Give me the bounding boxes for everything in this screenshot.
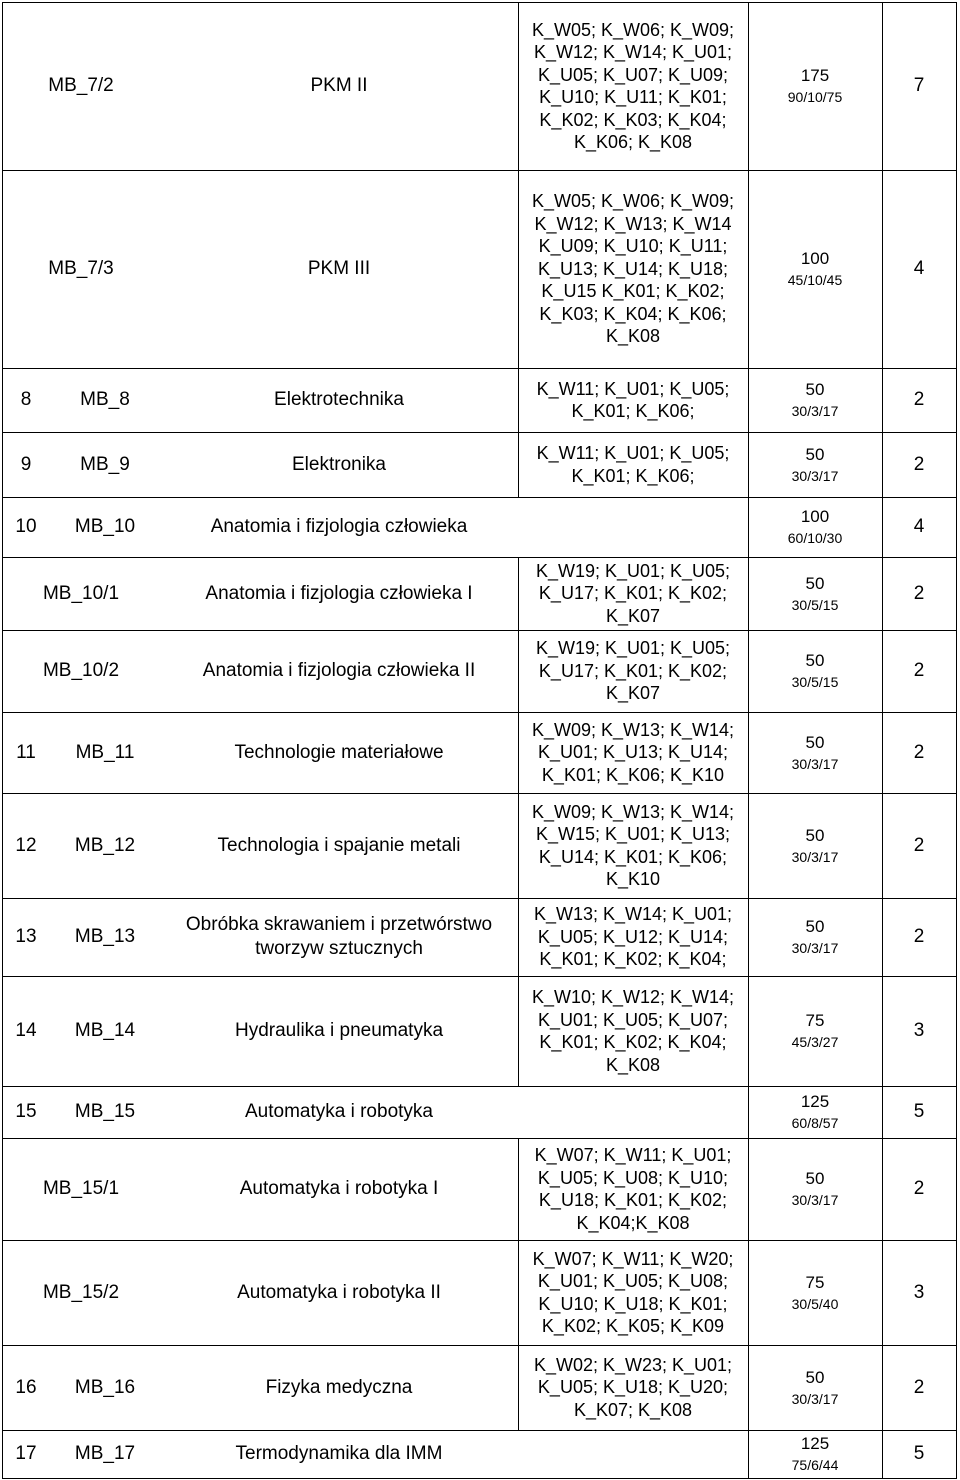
- cell-border: [956, 630, 957, 712]
- cell-border: [518, 432, 519, 497]
- cell-border: [748, 1086, 749, 1138]
- learning-effects: K_W10; K_W12; K_W14; K_U01; K_U05; K_U07; K_K01; K_K02; K_K04; K_K08: [531, 987, 735, 1075]
- hours-breakdown: 30/5/15: [791, 596, 839, 613]
- ects-points: 2: [913, 582, 925, 604]
- course-code: MB_7/3: [48, 258, 114, 279]
- course-name: Fizyka medyczna: [265, 1376, 413, 1398]
- ects-points: 7: [913, 75, 925, 96]
- cell-border: [882, 898, 883, 976]
- cell-border: [882, 793, 883, 898]
- cell-border: [956, 557, 957, 630]
- row-number: 15: [15, 1101, 37, 1122]
- hours-cell: [748, 497, 882, 557]
- cell-border: [518, 1240, 519, 1345]
- learning-effects: K_W19; K_U01; K_U05; K_U17; K_K01; K_K02; K_K07: [535, 560, 731, 626]
- cell-border: [748, 557, 749, 630]
- cell-border: [518, 1345, 519, 1430]
- cell-border: [2, 1240, 3, 1345]
- row-border: [2, 712, 957, 713]
- course-code: MB_17: [74, 1443, 136, 1464]
- cell-border: [518, 630, 519, 712]
- learning-effects: K_W09; K_W13; K_W14; K_U01; K_U13; K_U14; K_K01; K_K06; K_K10: [531, 719, 735, 785]
- hours-cell: [748, 368, 882, 432]
- hours-breakdown: 30/3/17: [791, 1390, 839, 1407]
- course-name: Elektronika: [292, 453, 386, 475]
- learning-effects: K_W02; K_W23; K_U01; K_U05; K_U18; K_U20; K_K07; K_K08: [533, 1354, 733, 1420]
- hours-breakdown: 30/3/17: [791, 848, 839, 865]
- course-code: MB_9: [80, 453, 130, 475]
- hours-breakdown: 45/10/45: [787, 272, 843, 288]
- row-border: [2, 898, 957, 899]
- hours-total: 125: [800, 1092, 830, 1111]
- cell-border: [748, 712, 749, 793]
- course-code: MB_7/2: [48, 75, 114, 96]
- ects-points: 4: [913, 516, 925, 537]
- hours-breakdown: 30/5/40: [791, 1295, 839, 1312]
- hours-breakdown: 90/10/75: [787, 89, 843, 105]
- hours-total: 50: [805, 651, 825, 670]
- hours-total: 125: [800, 1434, 830, 1453]
- cell-border: [2, 898, 3, 976]
- hours-total: 75: [805, 1011, 825, 1030]
- hours-cell: [748, 1430, 882, 1478]
- cell-border: [956, 1240, 957, 1345]
- row-number: 13: [15, 926, 37, 947]
- cell-border: [956, 170, 957, 368]
- cell-border: [518, 898, 519, 976]
- course-name: PKM II: [310, 75, 368, 96]
- cell-border: [956, 432, 957, 497]
- cell-border: [882, 1240, 883, 1345]
- hours-total: 100: [800, 507, 830, 526]
- row-border: [2, 497, 957, 498]
- hours-breakdown: 30/3/17: [791, 755, 839, 772]
- cell-border: [882, 497, 883, 557]
- row-border: [2, 1240, 957, 1241]
- course-code: MB_8: [80, 389, 130, 410]
- hours-total: 50: [805, 573, 825, 593]
- hours-cell: [748, 793, 882, 898]
- cell-border: [518, 793, 519, 898]
- row-border: [2, 1430, 957, 1431]
- ects-points: 2: [913, 660, 925, 681]
- learning-effects: K_W09; K_W13; K_W14; K_W15; K_U01; K_U13; K_U14; K_K01; K_K06; K_K10: [531, 801, 735, 889]
- row-number: 14: [15, 1020, 37, 1041]
- row-number: 10: [15, 516, 37, 537]
- row-border: [2, 630, 957, 631]
- row-number: 12: [15, 834, 37, 856]
- ects-points: 2: [913, 741, 925, 763]
- hours-total: 75: [805, 1272, 825, 1292]
- hours-total: 175: [800, 66, 830, 85]
- row-border: [2, 557, 957, 558]
- cell-border: [2, 2, 3, 170]
- cell-border: [2, 368, 3, 432]
- hours-cell: [748, 1086, 882, 1138]
- hours-cell: [748, 630, 882, 712]
- hours-cell: [748, 1138, 882, 1240]
- cell-border: [882, 1138, 883, 1240]
- course-name: Obróbka skrawaniem i przetwórstwo tworzyw sztucznych: [185, 914, 493, 959]
- cell-border: [882, 170, 883, 368]
- cell-border: [882, 1086, 883, 1138]
- row-number: 17: [15, 1443, 37, 1464]
- cell-border: [956, 1345, 957, 1430]
- row-number: 8: [20, 389, 32, 410]
- course-name: Automatyka i robotyka: [245, 1101, 433, 1122]
- cell-border: [2, 976, 3, 1086]
- cell-border: [748, 2, 749, 170]
- cell-border: [748, 976, 749, 1086]
- course-code: MB_15: [74, 1101, 136, 1122]
- row-border: [2, 1138, 957, 1139]
- cell-border: [956, 793, 957, 898]
- ects-points: 2: [913, 1376, 925, 1398]
- row-border: [2, 2, 957, 3]
- course-name: Automatyka i robotyka II: [237, 1281, 441, 1303]
- cell-border: [518, 170, 519, 368]
- hours-cell: [748, 712, 882, 793]
- hours-breakdown: 30/3/17: [791, 467, 839, 484]
- course-name: Technologie materiałowe: [234, 741, 444, 763]
- course-name: Hydraulika i pneumatyka: [234, 1020, 444, 1041]
- hours-total: 50: [805, 444, 825, 464]
- hours-total: 100: [800, 249, 830, 268]
- ects-points: 5: [913, 1101, 925, 1122]
- ects-points: 2: [913, 453, 925, 475]
- row-border: [2, 368, 957, 369]
- cell-border: [748, 497, 749, 557]
- course-name: Technologia i spajanie metali: [217, 834, 461, 856]
- row-border: [2, 1345, 957, 1346]
- cell-border: [956, 2, 957, 170]
- cell-border: [748, 1240, 749, 1345]
- cell-border: [748, 793, 749, 898]
- row-border: [2, 432, 957, 433]
- cell-border: [2, 1345, 3, 1430]
- course-code: MB_10/1: [42, 582, 120, 604]
- cell-border: [748, 170, 749, 368]
- ects-points: 2: [913, 389, 925, 410]
- cell-border: [2, 497, 3, 557]
- hours-total: 50: [805, 825, 825, 845]
- cell-border: [748, 1430, 749, 1478]
- cell-border: [956, 1138, 957, 1240]
- ects-points: 2: [913, 834, 925, 856]
- hours-breakdown: 75/6/44: [791, 1457, 839, 1473]
- cell-border: [2, 170, 3, 368]
- course-code: MB_11: [75, 741, 135, 763]
- hours-cell: [748, 1345, 882, 1430]
- row-number: 16: [15, 1376, 37, 1398]
- hours-breakdown: 60/8/57: [791, 1115, 839, 1131]
- cell-border: [882, 630, 883, 712]
- row-border: [2, 1086, 957, 1087]
- hours-total: 50: [805, 1367, 825, 1387]
- cell-border: [2, 630, 3, 712]
- row-border: [2, 170, 957, 171]
- hours-breakdown: 30/3/17: [791, 940, 839, 956]
- cell-border: [956, 368, 957, 432]
- course-name: Termodynamika dla IMM: [235, 1443, 443, 1464]
- cell-border: [2, 432, 3, 497]
- hours-breakdown: 30/3/17: [791, 403, 839, 419]
- ects-points: 5: [913, 1443, 925, 1464]
- hours-total: 50: [805, 732, 825, 752]
- cell-border: [2, 793, 3, 898]
- cell-border: [748, 630, 749, 712]
- cell-border: [2, 712, 3, 793]
- course-name: PKM III: [307, 258, 371, 279]
- cell-border: [518, 1138, 519, 1240]
- cell-border: [882, 368, 883, 432]
- course-name: Anatomia i fizjologia człowieka I: [205, 582, 473, 604]
- learning-effects: K_W19; K_U01; K_U05; K_U17; K_K01; K_K02; K_K07: [535, 638, 731, 704]
- hours-total: 50: [805, 917, 825, 936]
- row-border: [2, 793, 957, 794]
- row-number: 11: [16, 741, 36, 763]
- hours-total: 50: [805, 380, 825, 399]
- learning-effects: K_W07; K_W11; K_U01; K_U05; K_U08; K_U10; K_U18; K_K01; K_K02; K_K04;K_K08: [534, 1145, 732, 1233]
- learning-effects: K_W13; K_W14; K_U01; K_U05; K_U12; K_U14; K_K01; K_K02; K_K04;: [533, 904, 733, 970]
- hours-cell: [748, 976, 882, 1086]
- row-number: 9: [20, 453, 32, 475]
- hours-cell: [748, 1240, 882, 1345]
- course-code: MB_10: [74, 516, 136, 537]
- cell-border: [882, 976, 883, 1086]
- cell-border: [882, 557, 883, 630]
- cell-border: [748, 368, 749, 432]
- cell-border: [882, 1345, 883, 1430]
- course-code: MB_13: [74, 926, 136, 947]
- course-name: Elektrotechnika: [274, 389, 404, 410]
- course-code: MB_12: [74, 834, 136, 856]
- hours-cell: [748, 2, 882, 170]
- hours-cell: [748, 432, 882, 497]
- cell-border: [956, 1086, 957, 1138]
- course-code: MB_15/1: [42, 1178, 120, 1199]
- ects-points: 4: [913, 258, 925, 279]
- cell-border: [518, 557, 519, 630]
- hours-total: 50: [805, 1169, 825, 1188]
- learning-effects: K_W11; K_U01; K_U05; K_K01; K_K06;: [536, 443, 730, 486]
- cell-border: [956, 1430, 957, 1478]
- learning-effects: K_W05; K_W06; K_W09; K_W12; K_W13; K_W14 K_U09; K_U10; K_U11; K_U13; K_U14; K_U18; K_U15 K_K01; K_K02; K_K03; K_K04; K_K06; K_K08: [531, 191, 735, 347]
- cell-border: [956, 976, 957, 1086]
- cell-border: [2, 1138, 3, 1240]
- ects-points: 3: [913, 1020, 925, 1041]
- course-name: Anatomia i fizjologia człowieka II: [202, 660, 476, 681]
- cell-border: [956, 898, 957, 976]
- hours-breakdown: 30/5/15: [791, 674, 839, 690]
- cell-border: [882, 432, 883, 497]
- cell-border: [748, 432, 749, 497]
- cell-border: [518, 368, 519, 432]
- ects-points: 3: [913, 1281, 925, 1303]
- cell-border: [882, 712, 883, 793]
- cell-border: [882, 2, 883, 170]
- row-border: [2, 1478, 957, 1479]
- cell-border: [518, 712, 519, 793]
- learning-effects: K_W05; K_W06; K_W09; K_W12; K_W14; K_U01; K_U05; K_U07; K_U09; K_U10; K_U11; K_K01; K_K02; K_K03; K_K04; K_K06; K_K08: [531, 19, 735, 152]
- course-code: MB_15/2: [42, 1281, 120, 1303]
- course-name: Automatyka i robotyka I: [239, 1178, 439, 1199]
- cell-border: [518, 2, 519, 170]
- cell-border: [956, 712, 957, 793]
- course-name: Anatomia i fizjologia człowieka: [210, 516, 468, 537]
- hours-cell: [748, 170, 882, 368]
- course-code: MB_14: [74, 1020, 136, 1041]
- learning-effects: K_W07; K_W11; K_W20; K_U01; K_U05; K_U08; K_U10; K_U18; K_K01; K_K02; K_K05; K_K09: [532, 1248, 734, 1336]
- cell-border: [2, 1086, 3, 1138]
- row-border: [2, 976, 957, 977]
- cell-border: [748, 898, 749, 976]
- cell-border: [2, 1430, 3, 1478]
- ects-points: 2: [913, 1178, 925, 1199]
- cell-border: [518, 976, 519, 1086]
- cell-border: [748, 1345, 749, 1430]
- hours-breakdown: 45/3/27: [791, 1034, 839, 1050]
- learning-effects: K_W11; K_U01; K_U05; K_K01; K_K06;: [536, 378, 730, 421]
- hours-cell: [748, 898, 882, 976]
- cell-border: [956, 497, 957, 557]
- cell-border: [748, 1138, 749, 1240]
- ects-points: 2: [913, 926, 925, 947]
- course-code: MB_16: [74, 1376, 136, 1398]
- cell-border: [882, 1430, 883, 1478]
- hours-cell: [748, 557, 882, 630]
- cell-border: [2, 557, 3, 630]
- hours-breakdown: 60/10/30: [787, 530, 843, 546]
- hours-breakdown: 30/3/17: [791, 1192, 839, 1208]
- course-code: MB_10/2: [42, 660, 120, 681]
